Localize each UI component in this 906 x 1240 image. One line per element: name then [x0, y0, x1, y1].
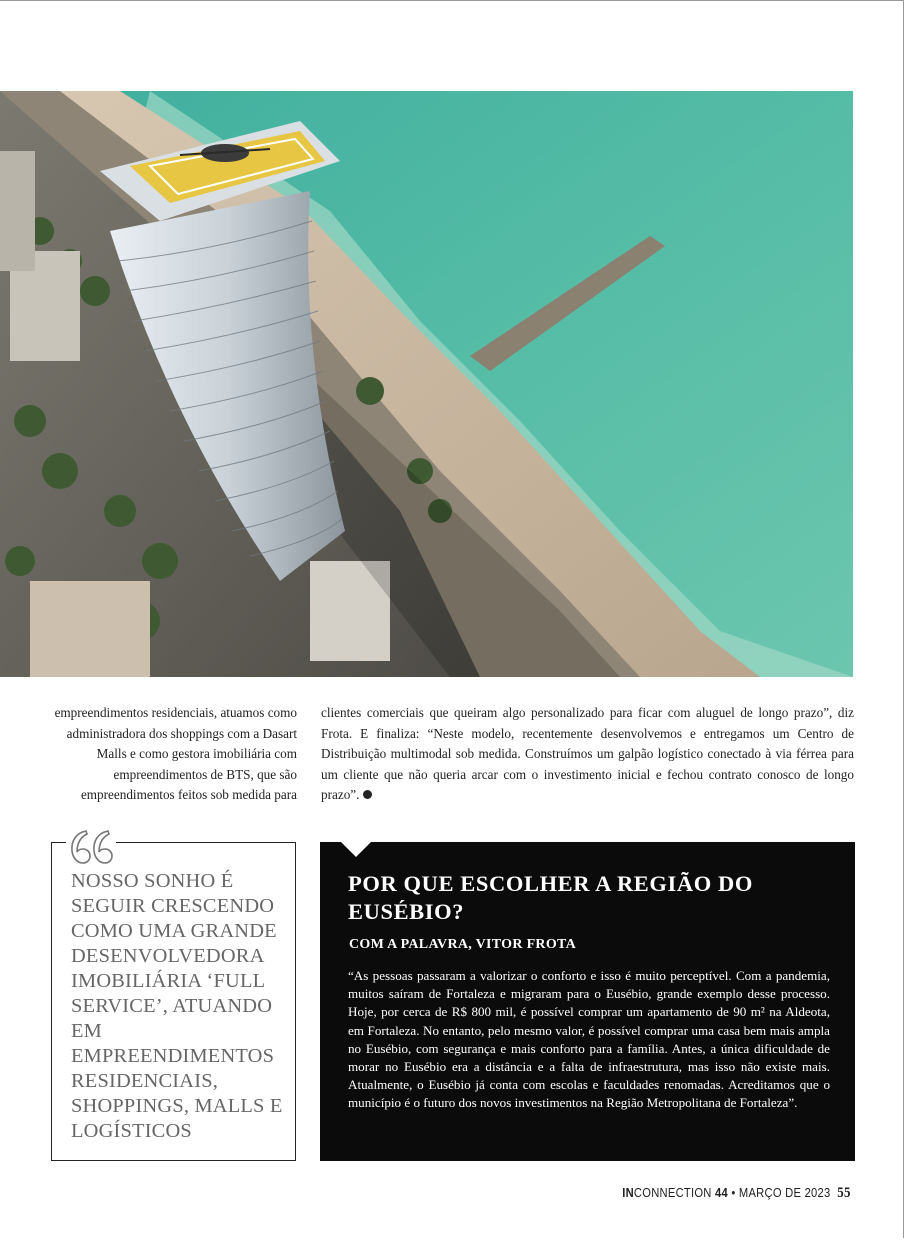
issue-date: MARÇO DE 2023 [739, 1185, 831, 1200]
sidebar-notch-icon [340, 841, 372, 857]
magazine-name-suffix: CONNECTION [634, 1185, 712, 1200]
article-column-right-text: clientes comerciais que queiram algo personalizado para ficar com aluguel de longo prazo”, diz Frota. E finaliza: “Neste modelo, recentemente desenvolvemos e entregamos um Centro de Distribuição multimodal sob medida. Construímos um galpão logístico conectado à via férrea para um cliente que não queria arcar com o investimento inicial e fechou contrato conosco de longo prazo”. [321, 705, 854, 803]
aerial-photo-tower-beach [0, 91, 853, 677]
page-number: 55 [837, 1185, 851, 1201]
folio-separator: • [731, 1185, 736, 1200]
issue-number: 44 [715, 1185, 729, 1200]
sidebar-box [320, 842, 855, 1161]
pull-quote-box [51, 842, 296, 1161]
sidebar-body: “As pessoas passaram a valorizar o conforto e isso é muito perceptível. Com a pandemia, muitos saíram de Fortaleza e migraram para o Eusébio, grande exemplo desse processo. Hoje, por cerca de R$ 800 mil, é possível comprar um apartamento de 90 m² na Aldeota, em Fortaleza. No entanto, pelo mesmo valor, é possível comprar uma casa bem mais ampla no Eusébio, com segurança e mais conforto para a família. Antes, a única dificuldade de morar no Eusébio era a distância e a falta de infraestrutura, mas isso não existe mais. Atualmente, o Eusébio já conta com escolas e faculdades renomadas. Acreditamos que o município é o futuro dos novos investimentos na Região Metropolitana de Fortaleza”. [348, 968, 830, 1111]
magazine-name-prefix: IN [622, 1185, 635, 1200]
pull-quote-text: NOSSO SONHO É SEGUIR CRESCENDO COMO UMA GRANDE DESENVOLVEDORA IMOBILIÁRIA ‘FULL SERVICE’, ATUANDO EM EMPREENDIMENTOS RESIDENCIAIS, SHOPPINGS, MALLS E LOGÍSTICOS [71, 870, 283, 1142]
article-end-mark-icon [363, 790, 372, 799]
sidebar-title: POR QUE ESCOLHER A REGIÃO DO EUSÉBIO? [348, 871, 753, 924]
article-column-left: empreendimentos residenciais, atuamos como administradora dos shoppings com a Dasart Malls e como gestora imobiliária com empreendimentos de BTS, que são empreendimentos feitos sob medida para [54, 705, 297, 803]
article-column-right [321, 703, 854, 806]
sidebar-subtitle: COM A PALAVRA, VITOR FROTA [349, 937, 577, 952]
quotation-mark-icon [66, 825, 116, 869]
page-folio [622, 1185, 851, 1202]
